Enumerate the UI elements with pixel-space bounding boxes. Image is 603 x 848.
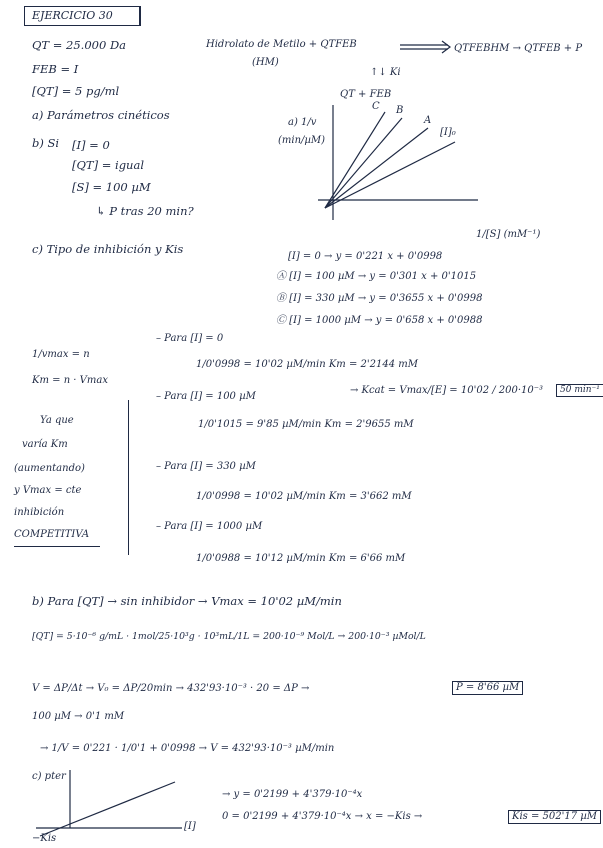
reaction-left: Hidrolato de Metilo + QTFEB: [206, 39, 357, 50]
underline-competitiva: [14, 546, 100, 547]
brace: [128, 400, 137, 555]
cond-s: [S] = 100 µM: [72, 180, 151, 194]
plot-ilabel: [I]₀: [440, 127, 456, 138]
eq-a: Ⓐ [I] = 100 µM → y = 0'301 x + 0'1015: [276, 271, 477, 282]
p-result: P = 8'66 µM: [452, 681, 523, 695]
plot-line-a: [325, 128, 428, 208]
part-b-intro: b) Para [QT] → sin inhibidor → Vmax = 10'02 µM/min: [32, 594, 342, 608]
result-i100: 1/0'1015 = 9'85 µM/min Km = 2'9655 mM: [198, 419, 414, 430]
inverse-eq: → 1/V = 0'221 · 1/0'1 + 0'0998 → V = 432'93·10⁻³ µM/min: [40, 743, 335, 754]
eq-i0: [I] = 0 → y = 0'221 x + 0'0998: [288, 251, 443, 262]
plot-line-b: [325, 118, 402, 208]
cond-p: ↳ P tras 20 min?: [96, 204, 194, 218]
plot-line-i0: [325, 142, 455, 208]
side-note-5: inhibición: [14, 507, 65, 518]
side-note-4: y Vmax = cte: [14, 485, 82, 496]
plot-label-a: A: [424, 115, 432, 126]
case-i330: – Para [I] = 330 µM: [156, 461, 256, 472]
given-qt: QT = 25.000 Da: [32, 38, 127, 52]
km-def: Km = n · Vmax: [32, 375, 108, 386]
reaction-ki: ↑↓ Ki: [370, 67, 401, 78]
velocity-eq: V = ΔP/Δt → V₀ = ΔP/20min → 432'93·10⁻³ · 20 = ΔP →: [32, 683, 310, 694]
cond-qt: [QT] = igual: [72, 158, 144, 172]
vmax-def: 1/vmax = n: [32, 349, 90, 360]
part-c2-label: c) pter: [32, 771, 66, 782]
eq-b: Ⓑ [I] = 330 µM → y = 0'3655 x + 0'0998: [276, 293, 483, 304]
unit-conversion: 100 µM → 0'1 mM: [32, 711, 125, 722]
result-i0: 1/0'0998 = 10'02 µM/min Km = 2'2144 mM: [196, 359, 418, 370]
plot-ylabel: a) 1/v: [288, 117, 317, 128]
given-feb: FEB = I: [32, 62, 79, 76]
case-i1000: – Para [I] = 1000 µM: [156, 521, 263, 532]
reaction-product: QTFEBHM → QTFEB + P: [454, 43, 583, 54]
result-i1000: 1/0'0988 = 10'12 µM/min Km = 6'66 mM: [196, 553, 406, 564]
kis-eq1: → y = 0'2199 + 4'379·10⁻⁴x: [222, 789, 363, 800]
c2-axis-neg: −Kis: [32, 833, 57, 844]
plot-label-c: C: [372, 101, 380, 112]
given-conc: [QT] = 5 pg/ml: [32, 84, 120, 98]
reaction-hm: (HM): [252, 57, 279, 68]
case-i0: – Para [I] = 0: [156, 333, 224, 344]
case-i100: – Para [I] = 100 µM: [156, 391, 256, 402]
eq-c: Ⓒ [I] = 1000 µM → y = 0'658 x + 0'0988: [276, 315, 483, 326]
cond-i: [I] = 0: [72, 138, 110, 152]
plot-xlabel: 1/[S] (mM⁻¹): [476, 229, 541, 240]
side-note-1: Ya que: [40, 415, 74, 426]
kcat-eq: → Kcat = Vmax/[E] = 10'02 / 200·10⁻³: [350, 385, 544, 396]
part-c-title: c) Tipo de inhibición y Kis: [32, 242, 184, 256]
plot-yunit: (min/µM): [278, 135, 326, 146]
exercise-title: EJERCICIO 30: [32, 9, 113, 22]
reaction-complex: QT + FEB: [340, 89, 392, 100]
part-b-label: b) Si: [32, 136, 60, 150]
plot-label-b: B: [396, 105, 404, 116]
kis-result: Kis = 502'17 µM: [508, 810, 601, 824]
side-note-6: COMPETITIVA: [14, 529, 90, 540]
part-a: a) Parámetros cinéticos: [32, 108, 170, 122]
side-note-2: varía Km: [22, 439, 68, 450]
result-i330: 1/0'0998 = 10'02 µM/min Km = 3'662 mM: [196, 491, 412, 502]
plot-line-c: [325, 112, 385, 208]
kis-eq2: 0 = 0'2199 + 4'379·10⁻⁴x → x = −Kis →: [222, 811, 423, 822]
kcat-result: 50 min⁻¹: [556, 384, 603, 397]
side-note-3: (aumentando): [14, 463, 85, 474]
c2-axis-x: [I]: [184, 821, 196, 832]
qt-conversion: [QT] = 5·10⁻⁶ g/mL · 1mol/25·10³g · 10³mL/1L = 200·10⁻⁹ Mol/L → 200·10⁻³ µMol/L: [32, 631, 426, 642]
